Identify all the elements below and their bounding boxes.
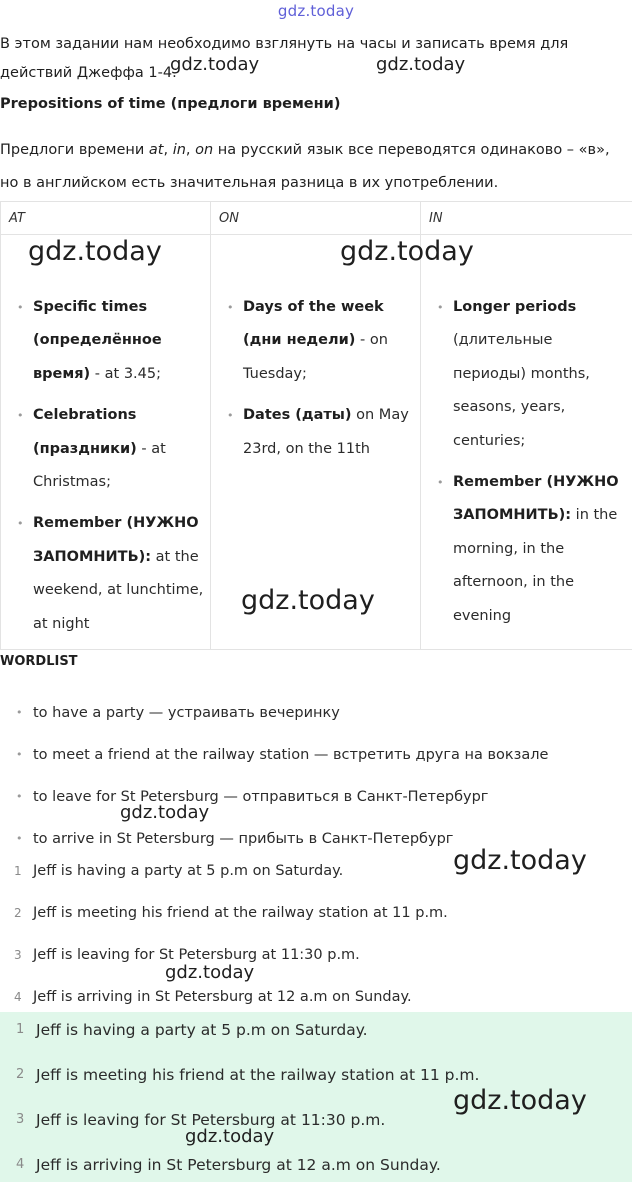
list-item: 2 Jeff is meeting his friend at the railway station at 11 p.m. [0, 1057, 620, 1102]
list-item: • to leave for St Petersburg — отправиться в Санкт-Петербург [0, 777, 620, 819]
list-item: • Celebrations (праздники) - at Christmas; [9, 399, 204, 499]
list-item: 1 Jeff is having a party at 5 p.m on Saturday. [0, 850, 620, 892]
item-number: 2 [14, 892, 22, 934]
list-item: • Dates (даты) on May 23rd, on the 11th [219, 399, 414, 466]
watermark: gdz.today [185, 1126, 274, 1147]
wordlist-title: WORDLIST [0, 654, 78, 669]
list-item: 3 Jeff is leaving for St Petersburg at 11:30 p.m. [0, 934, 620, 976]
list-item: • Days of the week (дни недели) - on Tuesday; [219, 291, 414, 391]
list-item: • to meet a friend at the railway station — встретить друга на вокзале [0, 735, 620, 777]
watermark: gdz.today [28, 236, 162, 267]
list-item: • Longer periods (длительные периоды) months, seasons, years, centuries; [429, 291, 626, 458]
watermark: gdz.today [241, 585, 375, 616]
list-item: 1 Jeff is having a party at 5 p.m on Saturday. [0, 1012, 620, 1057]
list-item: 2 Jeff is meeting his friend at the railway station at 11 p.m. [0, 892, 620, 934]
list-item: 3 Jeff is leaving for St Petersburg at 11:30 p.m. [0, 1102, 620, 1147]
watermark: gdz.today [340, 236, 474, 267]
list-item: 4 Jeff is arriving in St Petersburg at 12 a.m on Sunday. [0, 1147, 620, 1192]
item-number: 3 [14, 934, 22, 976]
item-number: 1 [14, 850, 22, 892]
item-number: 2 [16, 1057, 24, 1093]
list-item: 4 Jeff is arriving in St Petersburg at 12 a.m on Sunday. [0, 976, 620, 1018]
item-number: 3 [16, 1102, 24, 1138]
wordlist [0, 693, 620, 861]
description: Предлоги времени at, in, on на русский язык все переводятся одинаково – «в», но в английском есть значительная разница в их употреблении. [0, 134, 620, 200]
list-item: • Remember (НУЖНО ЗАПОМНИТЬ): at the weekend, at lunchtime, at night [9, 507, 204, 641]
watermark: gdz.today [453, 845, 587, 876]
intro-text: В этом задании нам необходимо взглянуть на часы и записать время для действий Джеффа 1-4. [0, 30, 620, 88]
header-at: AT [1, 202, 211, 235]
watermark: gdz.today [453, 1085, 587, 1116]
list-item: • Specific times (определённое время) - at 3.45; [9, 291, 204, 391]
header-on: ON [211, 202, 421, 235]
header-in: IN [421, 202, 632, 235]
list-item: • to have a party — устраивать вечеринку [0, 693, 620, 735]
column-at [1, 235, 211, 650]
item-number: 1 [16, 1012, 24, 1048]
watermark: gdz.today [170, 54, 259, 75]
site-logo: gdz.today [0, 2, 632, 20]
column-in [421, 235, 632, 650]
watermark: gdz.today [376, 54, 465, 75]
watermark: gdz.today [120, 802, 209, 823]
item-number: 4 [16, 1147, 24, 1183]
item-number: 4 [14, 976, 22, 1018]
prepositions-table [0, 201, 632, 650]
list-item: • Remember (НУЖНО ЗАПОМНИТЬ): in the morning, in the afternoon, in the evening [429, 466, 626, 633]
list-item: • to arrive in St Petersburg — прибыть в Санкт-Петербург [0, 819, 620, 861]
section-heading: Prepositions of time (предлоги времени) [0, 96, 340, 112]
watermark: gdz.today [165, 962, 254, 983]
